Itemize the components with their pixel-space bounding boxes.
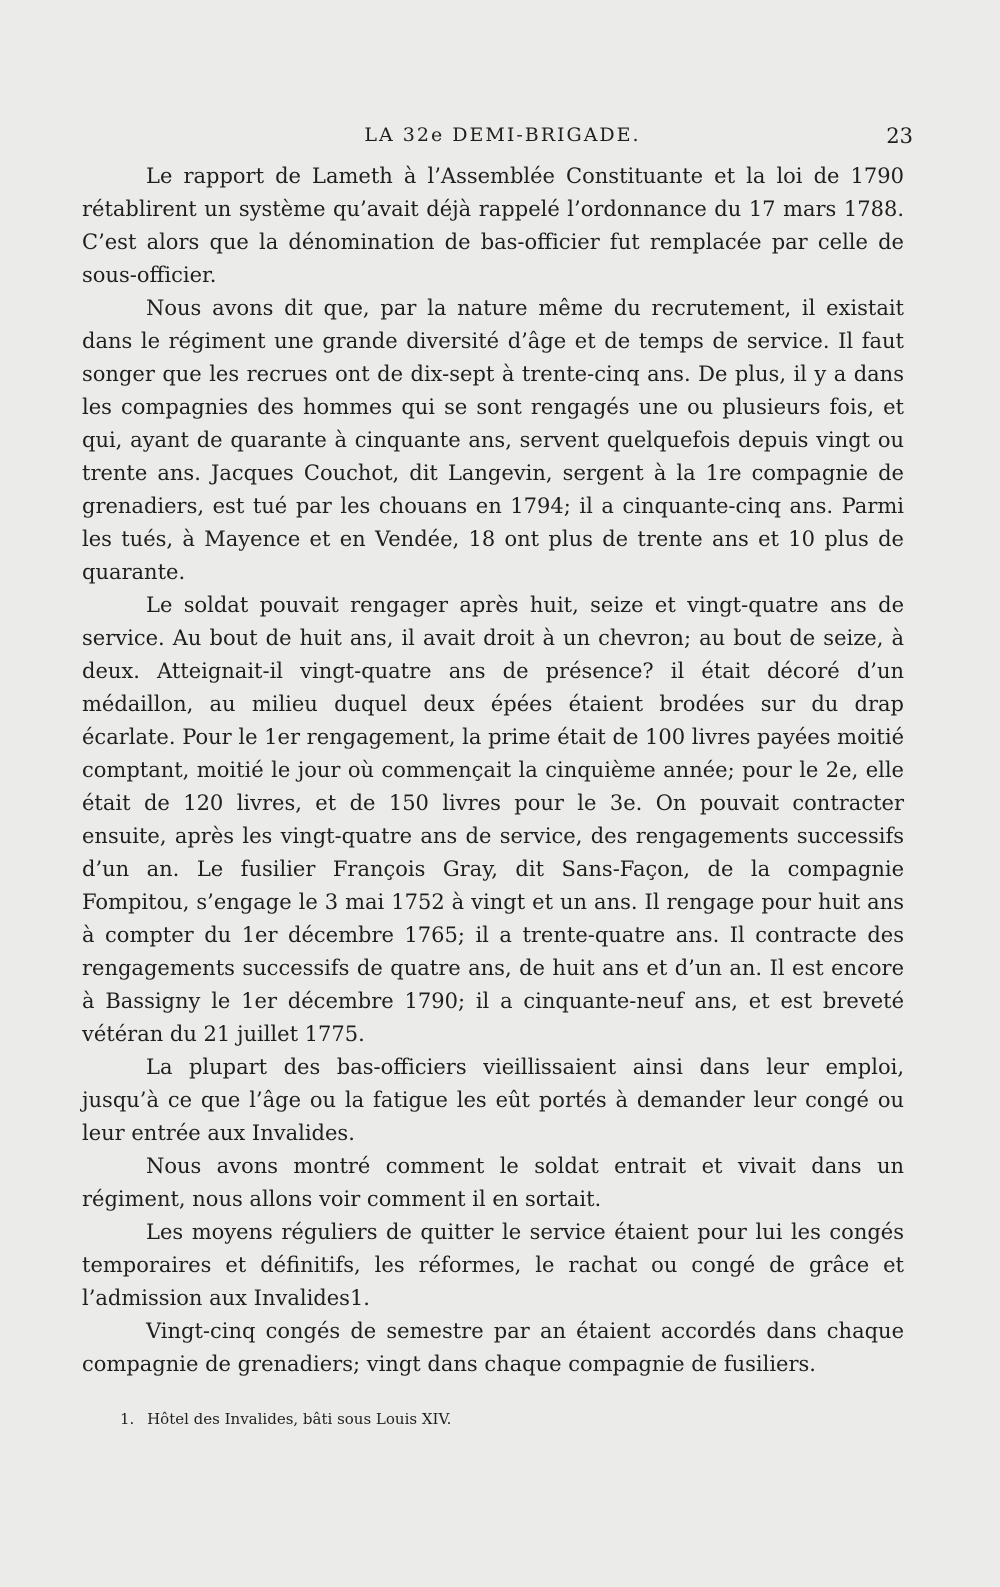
footnote-number: 1. bbox=[120, 1410, 135, 1428]
running-title: LA 32e DEMI-BRIGADE. bbox=[364, 124, 641, 146]
footnote-text: Hôtel des Invalides, bâti sous Louis XIV. bbox=[147, 1410, 452, 1428]
paragraph-7: Vingt-cinq congés de semestre par an étaient accordés dans chaque compagnie de grenadiers; vingt dans chaque compagnie de fusiliers. bbox=[82, 1319, 904, 1376]
paragraph-6: Les moyens réguliers de quitter le service étaient pour lui les congés temporaires et définitifs, les réformes, le rachat ou congé de grâce et l’admission aux Invalides1. bbox=[82, 1220, 904, 1310]
body-text bbox=[82, 160, 904, 1381]
footnote bbox=[120, 1408, 900, 1430]
paragraph-4: La plupart des bas-officiers vieillissaient ainsi dans leur emploi, jusqu’à ce que l’âge ou la fatigue les eût portés à demander leur congé ou leur entrée aux Invalides. bbox=[82, 1055, 904, 1145]
running-header bbox=[80, 120, 925, 150]
paragraph-1: Le rapport de Lameth à l’Assemblée Constituante et la loi de 1790 rétablirent un système qu’avait déjà rappelé l’ordonnance du 17 mars 1788. C’est alors que la dénomination de bas-officier fut remplacée par celle de sous-officier. bbox=[82, 164, 904, 287]
paragraph-5: Nous avons montré comment le soldat entrait et vivait dans un régiment, nous allons voir comment il en sortait. bbox=[82, 1154, 904, 1211]
paragraph-2: Nous avons dit que, par la nature même du recrutement, il existait dans le régiment une grande diversité d’âge et de temps de service. Il faut songer que les recrues ont de dix-sept à trente-cinq ans. De plus, il y a dans les compagnies des hommes qui se sont rengagés une ou plusieurs fois, et qui, ayant de quarante à cinquante ans, servent quelquefois depuis vingt ou trente ans. Jacques Couchot, dit Langevin, sergent à la 1re compagnie de grenadiers, est tué par les chouans en 1794; il a cinquante-cinq ans. Parmi les tués, à Mayence et en Vendée, 18 ont plus de trente ans et 10 plus de quarante. bbox=[82, 296, 904, 584]
page-number: 23 bbox=[886, 124, 913, 148]
paragraph-3: Le soldat pouvait rengager après huit, seize et vingt-quatre ans de service. Au bout de huit ans, il avait droit à un chevron; au bout de seize, à deux. Atteignait-il vingt-quatre ans de présence? il était décoré d’un médaillon, au milieu duquel deux épées étaient brodées sur du drap écarlate. Pour le 1er rengagement, la prime était de 100 livres payées moitié comptant, moitié le jour où commençait la cinquième année; pour le 2e, elle était de 120 livres, et de 150 livres pour le 3e. On pouvait contracter ensuite, après les vingt-quatre ans de service, des rengagements successifs d’un an. Le fusilier François Gray, dit Sans-Façon, de la compagnie Fompitou, s’engage le 3 mai 1752 à vingt et un ans. Il rengage pour huit ans à compter du 1er décembre 1765; il a trente-quatre ans. Il contracte des rengagements successifs de quatre ans, de huit ans et d’un an. Il est encore à Bassigny le 1er décembre 1790; il a cinquante-neuf ans, et est breveté vétéran du 21 juillet 1775. bbox=[82, 593, 905, 1046]
